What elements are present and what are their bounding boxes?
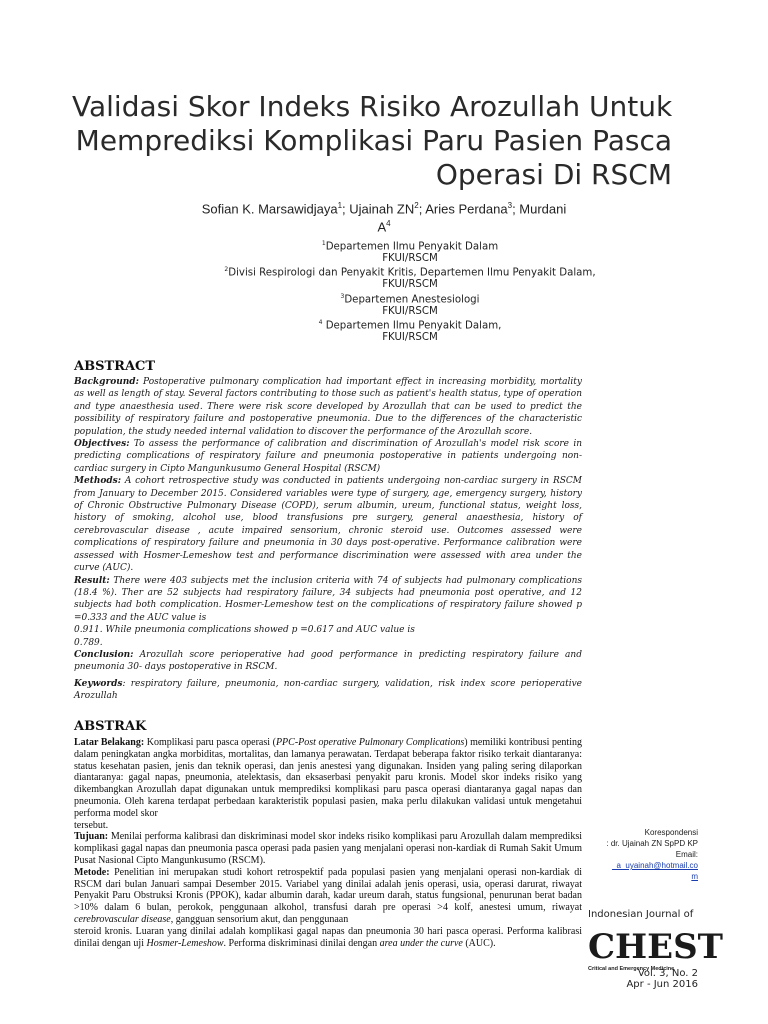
metode-text-2: , gangguan sensorium akut, dan penggunaan bbox=[170, 913, 349, 925]
author-3: ; Aries Perdana bbox=[418, 201, 508, 217]
abstract-result-3: 0.789. bbox=[74, 637, 103, 648]
affiliation-list bbox=[150, 238, 670, 344]
affiliation-2 bbox=[150, 264, 670, 279]
abstract-methods bbox=[74, 475, 582, 574]
abstract-result-2: 0.911. While pneumonia complications showed p =0.617 and AUC value is bbox=[74, 625, 415, 636]
keywords-label: Keywords bbox=[74, 679, 123, 689]
affiliation-4 bbox=[150, 317, 670, 332]
correspondence-box bbox=[558, 827, 698, 882]
abstract-heading: ABSTRACT bbox=[74, 359, 156, 374]
abstrak-heading: ABSTRAK bbox=[74, 719, 147, 734]
metode-italic-3: area under the curve bbox=[379, 937, 463, 949]
abstract-objectives bbox=[74, 438, 582, 475]
affiliation-inst: FKUI/RSCM bbox=[382, 305, 438, 317]
title-line-2: Memprediksi Komplikasi Paru Pasien Pasca bbox=[75, 124, 672, 157]
author-list bbox=[196, 198, 572, 235]
affiliation-name: Divisi Respirologi dan Penyakit Kritis, Departemen Ilmu Penyakit Dalam, bbox=[228, 267, 596, 279]
email-label: Email: bbox=[675, 850, 698, 859]
affiliation-name: Departemen Ilmu Penyakit Dalam bbox=[325, 241, 499, 253]
conclusion-text: Arozullah score perioperative had good performance in predicting respiratory failure and pneumonia 30- days postoperative in RSCM. bbox=[74, 649, 582, 673]
result-text: There were 403 subjects met the inclusion criteria with 74 of subjects had pulmonary complications (18.4 %). Ther are 52 subjects had respiratory failure, 34 subjects had pneumonia post operative, and 12 subjects had both complication. Hosmer-Lemeshow test on the complications of respiratory failure showed p =0.333 and the AUC value is bbox=[74, 575, 582, 623]
metode-label: Metode: bbox=[74, 866, 110, 878]
author-2-affil: 2 bbox=[414, 201, 419, 210]
affiliation-num: 2 bbox=[224, 266, 229, 274]
latar-belakang-label: Latar Belakang: bbox=[74, 737, 145, 748]
metode-text-3: steroid kronis. Luaran yang dinilai adalah komplikasi gagal napas dan pneumonia 30 hari pasca operasi. Performa kalibrasi dinilai dengan uji bbox=[74, 925, 582, 949]
author-2: ; Ujainah ZN bbox=[342, 201, 415, 217]
author-4: ; Murdani A bbox=[377, 201, 567, 235]
methods-label: Methods: bbox=[74, 476, 122, 487]
abstrak-tujuan bbox=[74, 831, 582, 866]
metode-text-4: . Performa diskriminasi dinilai dengan bbox=[223, 937, 380, 949]
author-3-affil: 3 bbox=[507, 201, 513, 210]
abstrak-latar-belakang bbox=[74, 737, 582, 820]
metode-italic-2: Hosmer-Lemeshow bbox=[146, 937, 224, 949]
affiliation-3 bbox=[150, 291, 670, 306]
abstract-english bbox=[74, 376, 582, 674]
objectives-text: To assess the performance of calibration and discrimination of Arozullah's model risk score in predicting complications of respiratory failure and pneumonia postoperative in patients undergoing non-cardiac surgery in Cipto Mangunkusumo General Hospital (RSCM) bbox=[74, 439, 582, 474]
abstract-result bbox=[74, 575, 582, 625]
keywords bbox=[74, 678, 582, 702]
volume-info bbox=[626, 968, 698, 990]
tujuan-label: Tujuan: bbox=[74, 831, 109, 843]
metode-text-5: (AUC). bbox=[462, 937, 496, 949]
affiliation-1 bbox=[150, 238, 670, 253]
latar-belakang-italic: PPC-Post operative Pulmonary Complications bbox=[275, 737, 465, 748]
abstrak-metode-2 bbox=[74, 926, 582, 950]
objectives-label: Objectives: bbox=[74, 439, 130, 450]
metode-text: Penelitian ini merupakan studi kohort retrospektif pada populasi pasien yang menjalani operasi non-kardiak di RSCM dari bulan Januari sampai Desember 2015. Variabel yang dinilai adalah jenis operasi, usia, operasi darurat, riwayat Penyakit Paru Obstruksi Kronis (PPOK), kadar albumin darah, kadar ureum darah, status fungsional, penurunan berat badan >10% dalam 6 bulan, perokok, penggunaan alkohol, transfusi darah pre operasi >4 kolf, anestesi umum, riwayat bbox=[74, 866, 582, 914]
volume-number: Vol. 3, No. 2 bbox=[637, 968, 698, 979]
author-1-affil: 1 bbox=[337, 201, 343, 210]
keywords-text: : respiratory failure, pneumonia, non-cardiac surgery, validation, risk index score perioperative Arozullah bbox=[74, 679, 582, 701]
email-link[interactable]: _a_uyainah@hotmail.co bbox=[612, 861, 698, 870]
correspondence-label: Korespondensi bbox=[644, 828, 698, 837]
affiliation-num: 1 bbox=[321, 240, 326, 247]
title-line-1: Validasi Skor Indeks Risiko Arozullah Untuk bbox=[72, 90, 673, 123]
abstract-conclusion bbox=[74, 649, 582, 674]
abstrak-metode bbox=[74, 867, 582, 926]
affiliation-inst: FKUI/RSCM bbox=[382, 332, 438, 344]
conclusion-label: Conclusion: bbox=[74, 649, 134, 660]
background-text: Postoperative pulmonary complication had important effect in increasing morbidity, mortality as well as length of stay. Several factors contributing to those such as patient's health status, type of operation and type anaesthesia used. There were risk score developed by Arozullah that can be used to predict the possibility of respiratory failure and postoperative pneumonia. Due to the differences of the characteristic population, the study needed internal validation to discover the performance of the Arozullah score. bbox=[74, 377, 582, 437]
result-label: Result: bbox=[74, 575, 110, 586]
correspondence-name: : dr. Ujainah ZN SpPD KP bbox=[606, 839, 698, 848]
author-4-affil: 4 bbox=[386, 219, 391, 229]
affiliation-num: 4 bbox=[318, 319, 323, 327]
affiliation-inst: FKUI/RSCM bbox=[382, 252, 438, 264]
issue-date: Apr - Jun 2016 bbox=[626, 979, 698, 990]
metode-italic: cerebrovascular disease bbox=[74, 913, 171, 925]
affiliation-name: Departemen Anestesiologi bbox=[344, 294, 480, 306]
chest-logo-subtitle: Critical and Emergency Medicine bbox=[588, 966, 675, 972]
author-1: Sofian K. Marsawidjaya bbox=[201, 201, 338, 217]
affiliation-num: 3 bbox=[340, 292, 345, 300]
latar-belakang-text: Komplikasi paru pasca operasi ( bbox=[144, 737, 276, 748]
paper-title bbox=[72, 90, 672, 192]
background-label: Background: bbox=[74, 377, 139, 387]
journal-name: Indonesian Journal of bbox=[588, 909, 694, 920]
chest-logo: CHEST bbox=[588, 927, 723, 967]
methods-text: A cohort retrospective study was conducted in patients undergoing non-cardiac surgery in RSCM from January to December 2015. Considered variables were type of surgery, age, emergency surgery, history of Chronic Obstructive Pulmonary Disease (COPD), serum albumin, ureum, functional status, weight loss, history of smoking, alcohol use, blood transfusions pre surgery, general anaesthesia, history of cerebrovascular disease , acute impaired sensorium, chronic steroid use. Outcomes assessed were complications of respiratory failure and pneumonia in 30 days post-operative. Performance calibration were assessed with Hosmer-Lemeshow test and performance discrimination were assessed with area under the curve (AUC). bbox=[74, 476, 582, 574]
abstract-background bbox=[74, 376, 582, 438]
tujuan-text: Menilai performa kalibrasi dan diskriminasi model skor indeks risiko komplikasi paru Arozullah dalam memprediksi komplikasi gagal napas dan pneumonia pasca operasi pada pasien yang menjalani operasi non-kardiak di Rumah Sakit Umum Pusat Nasional Cipto Mangunkusumo (RSCM). bbox=[74, 831, 582, 866]
affiliation-inst: FKUI/RSCM bbox=[382, 279, 438, 291]
abstrak-lb-end: tersebut. bbox=[74, 819, 109, 831]
email-link-end[interactable]: m bbox=[691, 872, 698, 881]
abstract-indonesian bbox=[74, 737, 582, 949]
affiliation-name: Departemen Ilmu Penyakit Dalam, bbox=[322, 320, 502, 332]
title-line-3: Operasi Di RSCM bbox=[435, 158, 672, 191]
latar-belakang-text-2: ) memiliki kontribusi penting dalam peningkatan angka morbiditas, mortalitas, dan lamanya perawatan. Terdapat beberapa faktor risiko terkait diantaranya: status kesehatan pasien, jenis dan teknik operasi, dan jenis anestesi yang digunakan. Insiden yang paling sering dilaporkan diantaranya: gagal napas, pneumonia, atelektasis, dan eksaserbasi penyakit paru kronis. Model skor indeks risiko yang dikembangkan Arozullah dapat digunakan untuk memprediksi komplikasi paru pasca operasi diantaranya gagal napas dan pneumonia. Oleh karena terdapat perbedaan karakteristik populasi pasien, maka perlu dilakukan validasi untuk mengetahui performa model skor bbox=[74, 737, 582, 819]
